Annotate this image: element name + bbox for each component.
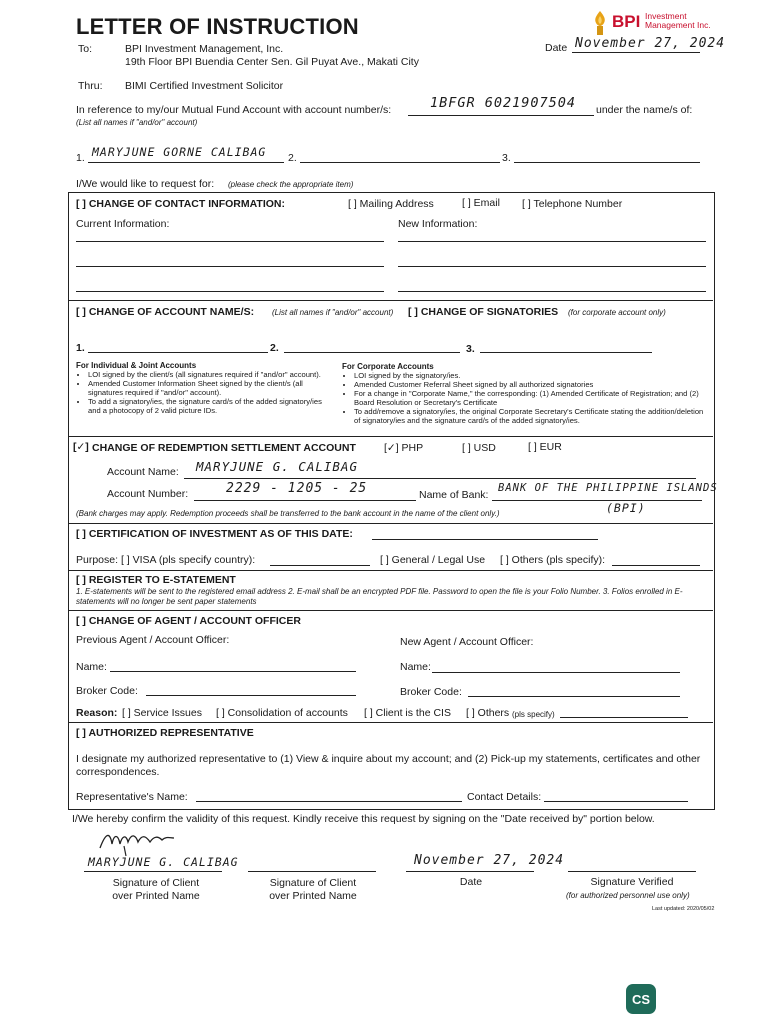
- bpi-torch-icon: [590, 10, 610, 36]
- certification-title[interactable]: [ ] CERTIFICATION OF INVESTMENT AS OF THIS DATE:: [76, 528, 353, 540]
- new-agent-label: New Agent / Account Officer:: [400, 636, 534, 648]
- thru-label: Thru:: [78, 80, 103, 92]
- individual-item: • To add a signatory/ies, the signature card/s of the added signatory/ies and a photocopy of 2 valid picture IDs.: [88, 397, 334, 415]
- prev-name-label: Name:: [76, 661, 107, 673]
- signature-verified-note: (for authorized personnel use only): [566, 891, 690, 900]
- new-broker-line[interactable]: [468, 696, 680, 697]
- camscanner-badge: CS: [626, 984, 656, 1014]
- redemption-account-name-label: Account Name:: [107, 466, 179, 478]
- new-name-line[interactable]: [432, 672, 680, 673]
- logo-text: BPI: [612, 12, 641, 31]
- bank-name-value[interactable]: BANK OF THE PHILIPPINE ISLANDS: [498, 482, 718, 494]
- to-line-1: BPI Investment Management, Inc.: [125, 43, 284, 55]
- to-line-2: 19th Floor BPI Buendia Center Sen. Gil Puyat Ave., Makati City: [125, 56, 419, 68]
- corporate-item: • For a change in "Corporate Name," the corresponding: (1) Amended Certificate of Registration; and (2) Board Resolution or Secretary's Certificate: [354, 389, 708, 407]
- reason-service[interactable]: [ ] Service Issues: [122, 707, 202, 719]
- corporate-requirements: [342, 362, 708, 425]
- reason-others[interactable]: [ ] Others: [466, 707, 510, 719]
- signature-date-label: Date: [459, 876, 483, 888]
- date-label: Date: [545, 42, 568, 54]
- corporate-item: • To add/remove a signatory/ies, the original Corporate Secretary's Certificate stating the addition/deletion of signatory/ies and the signature card/s of the added signatory/ies.: [354, 407, 708, 425]
- bank-name-value-2[interactable]: (BPI): [606, 501, 646, 515]
- to-label: To:: [78, 43, 93, 55]
- contact-opt-phone[interactable]: [ ] Telephone Number: [522, 198, 623, 210]
- new-info-line[interactable]: [398, 266, 706, 267]
- last-updated: Last updated: 2020/05/02: [652, 906, 715, 912]
- corporate-item: • LOI signed by the signatory/ies.: [354, 371, 708, 380]
- authorized-title[interactable]: [ ] AUTHORIZED REPRESENTATIVE: [76, 727, 254, 739]
- thru-value: BIMI Certified Investment Solicitor: [125, 80, 284, 92]
- signatories-title[interactable]: [ ] CHANGE OF SIGNATORIES: [408, 306, 559, 318]
- acct-name-1-line[interactable]: [88, 352, 268, 353]
- rep-name-label: Representative's Name:: [76, 791, 188, 803]
- individual-item: • Amended Customer Information Sheet signed by the client/s (all signatures required if "and/or" account).: [88, 379, 334, 397]
- signature-client-2-line[interactable]: [248, 871, 376, 872]
- agent-title[interactable]: [ ] CHANGE OF AGENT / ACCOUNT OFFICER: [76, 615, 301, 627]
- signature-verified-label: Signature Verified: [590, 876, 674, 888]
- signature-client-2-caption: [246, 877, 380, 903]
- signature-date-value[interactable]: November 27, 2024: [414, 853, 565, 868]
- prev-name-line[interactable]: [110, 671, 356, 672]
- contact-opt-mailing[interactable]: [ ] Mailing Address: [348, 198, 434, 210]
- reason-consolidation[interactable]: [ ] Consolidation of accounts: [216, 707, 348, 719]
- new-broker-label: Broker Code:: [400, 686, 462, 698]
- current-info-line[interactable]: [76, 241, 384, 242]
- logo-sub-2: Management Inc.: [645, 20, 711, 30]
- contact-opt-email[interactable]: [ ] Email: [462, 197, 500, 209]
- name-1-label: 1.: [76, 152, 85, 164]
- acct-name-1-label: 1.: [76, 342, 85, 354]
- sig2-line2: over Printed Name: [269, 890, 357, 902]
- signature-verified-line[interactable]: [568, 871, 696, 872]
- rep-name-line[interactable]: [196, 801, 462, 802]
- redemption-account-number-label: Account Number:: [107, 488, 189, 500]
- individual-item: • LOI signed by the client/s (all signatures required if "and/or" account).: [88, 370, 334, 379]
- name-3-label: 3.: [502, 152, 511, 164]
- currency-php[interactable]: [✓] PHP: [384, 442, 424, 454]
- reference-note: (List all names if "and/or" account): [76, 118, 198, 127]
- reason-label: Reason:: [76, 707, 118, 719]
- redemption-account-number-value[interactable]: 2229 - 1205 - 25: [226, 481, 368, 496]
- purpose-others[interactable]: [ ] Others (pls specify):: [500, 554, 606, 566]
- prev-broker-label: Broker Code:: [76, 685, 138, 697]
- reason-cis[interactable]: [ ] Client is the CIS: [364, 707, 451, 719]
- document-title: LETTER OF INSTRUCTION: [76, 14, 359, 39]
- logo-sub-1: Investment: [645, 11, 687, 21]
- account-number-value[interactable]: 1BFGR 6021907504: [430, 95, 577, 111]
- reference-text: In reference to my/our Mutual Fund Account with account number/s:: [76, 104, 392, 116]
- request-text: I/We would like to request for:: [76, 178, 215, 190]
- individual-requirements: [76, 361, 334, 415]
- current-info-line[interactable]: [76, 291, 384, 292]
- corporate-item: • Amended Customer Referral Sheet signed by all authorized signatories: [354, 380, 708, 389]
- account-name-note: (List all names if "and/or" account): [272, 308, 394, 317]
- new-name-label: Name:: [400, 661, 431, 673]
- previous-agent-label: Previous Agent / Account Officer:: [76, 634, 230, 646]
- rep-contact-label: Contact Details:: [467, 791, 542, 803]
- authorized-text: I designate my authorized representative to (1) View & inquire about my account; and (2) Pick-up my statements, certificates and other correspondences.: [76, 753, 701, 778]
- signature-client-1-caption: [86, 877, 226, 903]
- new-info-label: New Information:: [398, 218, 478, 230]
- prev-broker-line[interactable]: [146, 695, 356, 696]
- name-1-value[interactable]: MARYJUNE GORNE CALIBAG: [92, 145, 267, 159]
- sig1-line2: over Printed Name: [112, 890, 200, 902]
- account-name-title[interactable]: [ ] CHANGE OF ACCOUNT NAME/S:: [76, 306, 255, 318]
- bank-name-label: Name of Bank:: [419, 489, 489, 501]
- under-names-label: under the name/s of:: [596, 104, 693, 116]
- redemption-checkbox[interactable]: [✓]: [73, 441, 89, 453]
- current-info-line[interactable]: [76, 266, 384, 267]
- confirm-text: I/We hereby confirm the validity of this request. Kindly receive this request by signing on the "Date received by" portion below.: [72, 813, 655, 825]
- date-value[interactable]: November 27, 2024: [575, 36, 726, 51]
- corporate-title: For Corporate Accounts: [342, 362, 434, 371]
- acct-name-3-label: 3.: [466, 343, 475, 355]
- logo-subtitle: [645, 12, 711, 30]
- request-note: (please check the appropriate item): [228, 180, 354, 189]
- sig1-line1: Signature of Client: [112, 877, 200, 889]
- certification-date-line[interactable]: [372, 539, 598, 540]
- redemption-note: (Bank charges may apply. Redemption proceeds shall be transferred to the bank account in the name of the client only.): [76, 509, 500, 518]
- estatement-note: 1. E-statements will be sent to the registered email address 2. E-mail shall be an encrypted PDF file. Password to open the file is your Folio Number. 3. Folios enrolled in E-statements will no longer be sent paper statements: [76, 587, 683, 606]
- rep-contact-line[interactable]: [544, 801, 688, 802]
- contact-title[interactable]: [ ] CHANGE OF CONTACT INFORMATION:: [76, 198, 286, 210]
- individual-title: For Individual & Joint Accounts: [76, 361, 197, 370]
- sig2-line1: Signature of Client: [269, 877, 357, 889]
- signatories-note: (for corporate account only): [568, 308, 666, 317]
- reason-others-note: (pls specify): [512, 710, 555, 719]
- estatement-title[interactable]: [ ] REGISTER TO E-STATEMENT: [76, 574, 236, 586]
- acct-name-2-label: 2.: [270, 342, 279, 354]
- name-2-label: 2.: [288, 152, 297, 164]
- currency-usd[interactable]: [ ] USD: [462, 442, 496, 454]
- client-printed-name[interactable]: MARYJUNE G. CALIBAG: [88, 855, 239, 869]
- client-signature-scribble: [96, 826, 186, 858]
- currency-eur[interactable]: [ ] EUR: [528, 441, 562, 453]
- bpi-logo: [590, 8, 730, 38]
- new-info-line[interactable]: [398, 241, 706, 242]
- acct-name-2-line[interactable]: [284, 352, 460, 353]
- new-info-line[interactable]: [398, 291, 706, 292]
- acct-name-3-line[interactable]: [480, 352, 652, 353]
- current-info-label: Current Information:: [76, 218, 170, 230]
- purpose-visa[interactable]: Purpose: [ ] VISA (pls specify country):: [76, 554, 256, 566]
- redemption-account-name-value[interactable]: MARYJUNE G. CALIBAG: [196, 459, 358, 474]
- purpose-general[interactable]: [ ] General / Legal Use: [380, 554, 486, 566]
- redemption-title: CHANGE OF REDEMPTION SETTLEMENT ACCOUNT: [92, 442, 356, 454]
